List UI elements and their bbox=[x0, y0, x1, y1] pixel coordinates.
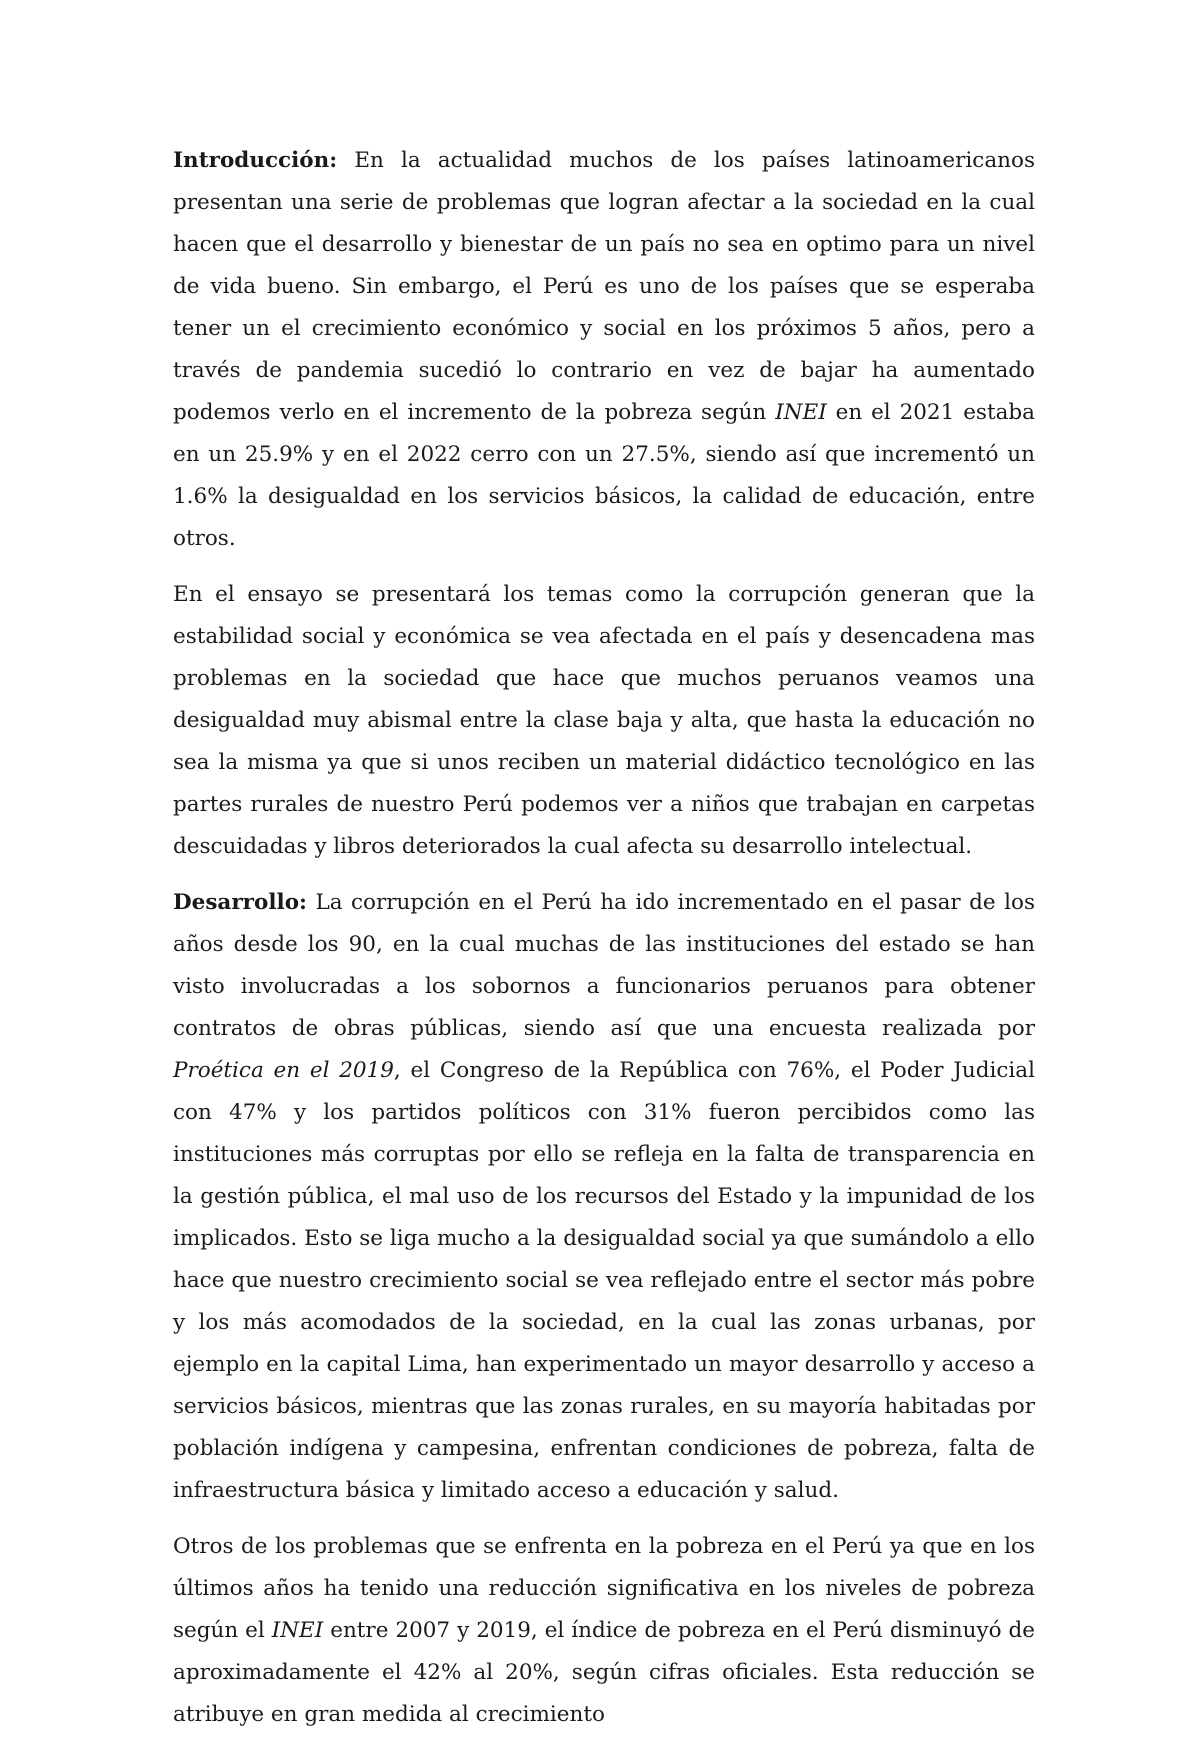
intro-text-2: en el 2021 estaba en un 25.9% y en el 2022 cerro con un 27.5%, siendo así que incrementó un 1.6% la desigualdad en los servicios básicos, la calidad de educación, entre otros. bbox=[173, 400, 1035, 551]
desarrollo-text-2: , el Congreso de la República con 76%, el Poder Judicial con 47% y los partidos políticos con 31% fueron percibidos como las instituciones más corruptas por ello se refleja en la falta de transparencia en la gestión pública, el mal uso de los recursos del Estado y la impunidad de los implicados. Esto se liga mucho a la desigualdad social ya que sumándolo a ello hace que nuestro crecimiento social se vea reflejado entre el sector más pobre y los más acomodados de la sociedad, en la cual las zonas urbanas, por ejemplo en la capital Lima, han experimentado un mayor desarrollo y acceso a servicios básicos, mientras que las zonas rurales, en su mayoría habitadas por población indígena y campesina, enfrentan condiciones de pobreza, falta de infraestructura básica y limitado acceso a educación y salud. bbox=[173, 1058, 1035, 1503]
poverty-text-1: Otros de los problemas que se enfrenta en la pobreza en el Perú ya que en los últimos años ha tenido una reducción significativa en los niveles de pobreza según el bbox=[173, 1534, 1035, 1643]
poverty-paragraph bbox=[173, 1526, 1035, 1736]
intro-paragraph bbox=[173, 140, 1035, 560]
document-body bbox=[173, 140, 1035, 1750]
poverty-source-inei: INEI bbox=[271, 1618, 324, 1643]
intro-heading: Introducción: bbox=[173, 148, 338, 173]
intro-source-inei: INEI bbox=[775, 400, 827, 425]
desarrollo-text-1: La corrupción en el Perú ha ido incrementado en el pasar de los años desde los 90, en la cual muchas de las instituciones del estado se han visto involucradas a los sobornos a funcionarios peruanos para obtener contratos de obras públicas, siendo así que una encuesta realizada por bbox=[173, 890, 1035, 1041]
essay-overview-paragraph: En el ensayo se presentará los temas como la corrupción generan que la estabilidad social y económica se vea afectada en el país y desencadena mas problemas en la sociedad que hace que muchos peruanos veamos una desigualdad muy abismal entre la clase baja y alta, que hasta la educación no sea la misma ya que si unos reciben un material didáctico tecnológico en las partes rurales de nuestro Perú podemos ver a niños que trabajan en carpetas descuidadas y libros deteriorados la cual afecta su desarrollo intelectual. bbox=[173, 582, 1035, 859]
intro-text-1: En la actualidad muchos de los países latinoamericanos presentan una serie de problemas que logran afectar a la sociedad en la cual hacen que el desarrollo y bienestar de un país no sea en optimo para un nivel de vida bueno. Sin embargo, el Perú es uno de los países que se esperaba tener un el crecimiento económico y social en los próximos 5 años, pero a través de pandemia sucedió lo contrario en vez de bajar ha aumentado podemos verlo en el incremento de la pobreza según bbox=[173, 148, 1035, 425]
poverty-text-2: entre 2007 y 2019, el índice de pobreza en el Perú disminuyó de aproximadamente el 42% al 20%, según cifras oficiales. Esta reducción se atribuye en gran medida al crecimiento bbox=[173, 1618, 1035, 1727]
desarrollo-source-proetica: Proética en el 2019 bbox=[173, 1058, 394, 1083]
desarrollo-paragraph bbox=[173, 882, 1035, 1512]
desarrollo-heading: Desarrollo: bbox=[173, 890, 307, 915]
